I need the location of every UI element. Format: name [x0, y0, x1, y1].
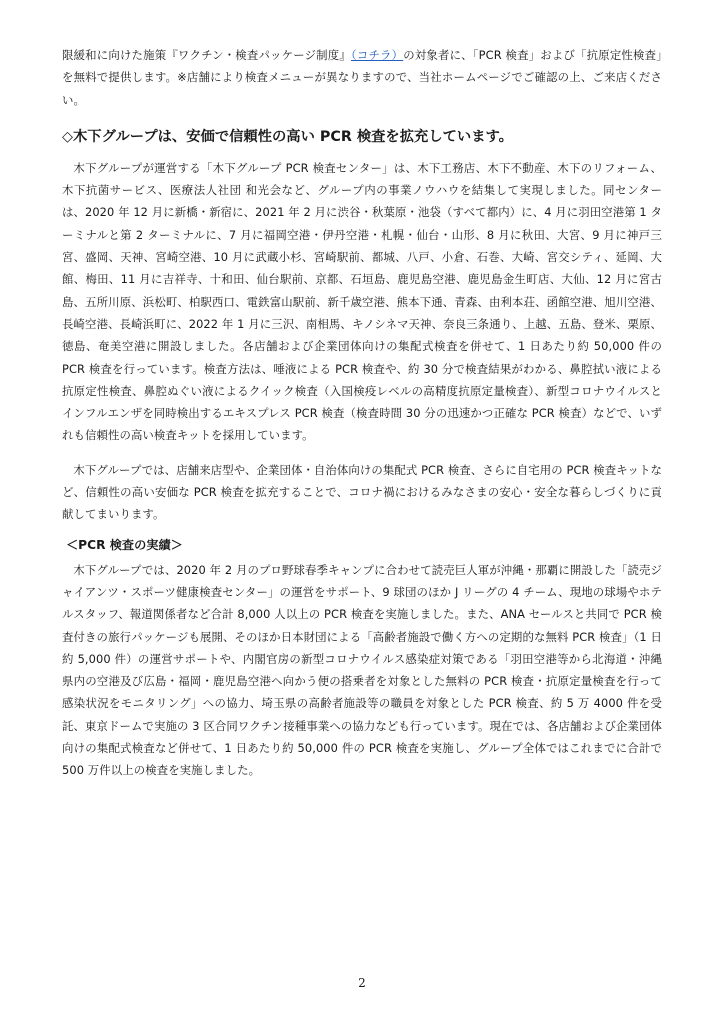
expansion-paragraph: 木下グループでは、店舗来店型や、企業団体・自治体向けの集配式 PCR 検査、さらに自宅用の PCR 検査キットなど、信頼性の高い安価な PCR 検査を拡充することで、コロナ禍におけるみなさまの安心・安全な暮らしづくりに貢献してまいります。	[62, 462, 662, 522]
pcr-record-paragraph: 木下グループでは、2020 年 2 月のプロ野球春季キャンプに合わせて読売巨人軍が沖縄・那覇に開設した「読売ジャイアンツ・スポーツ健康検査センター」の運営をサポート、9 球団のほか J リーグの 4 チーム、現地の球場やホテルスタッフ、報道関係者など合計 8,000 人以上の PCR 検査を実施しました。また、ANA セールスと共同で PCR 検査付きの旅行パッケージも展開、そのほか日本財団による「高齢者施設で働く方への定期的な無料 PCR 検査」（1 日約 5,000 件）の運営サポートや、内閣官房の新型コロナウイルス感染症対策である「羽田空港等から北海道・沖縄県内の空港及び広島・福岡・鹿児島空港へ向かう便の搭乗者を対象とした無料の PCR 検査・抗原定量検査を行って感染状況をモニタリング」への協力、埼玉県の高齢者施設等の職員を対象とした PCR 検査、約 5 万 4000 件を受託、東京ドームで実施の 3 区合同ワクチン接種事業への協力なども行っています。現在では、各店舗および企業団体向けの集配式検査など併せて、1 日あたり約 50,000 件の PCR 検査を実施し、グループ全体ではこれまでに合計で 500 万件以上の検査を実施しました。	[62, 562, 662, 778]
document-body	[62, 44, 662, 782]
intro-paragraph	[62, 44, 662, 111]
intro-text-before: 限緩和に向けた施策『ワクチン・検査パッケージ制度』	[62, 48, 351, 62]
pcr-record-heading: ＜PCR 検査の実績＞	[66, 537, 183, 552]
centers-paragraph: 木下グループが運営する「木下グループ PCR 検査センター」は、木下工務店、木下不動産、木下のリフォーム、木下抗菌サービス、医療法人社団 和光会など、グループ内の事業ノウハウを結集して実現しました。同センターは、2020 年 12 月に新橋・新宿に、2021 年 2 月に渋谷・秋葉原・池袋（すべて都内）に、4 月に羽田空港第 1 ターミナルと第 2 ターミナルに、7 月に福岡空港・伊丹空港・札幌・仙台・山形、8 月に秋田、大宮、9 月に神戸三宮、盛岡、天神、宮崎空港、10 月に武蔵小杉、宮崎駅前、都城、八戸、小倉、石巻、大崎、宮交シティ、延岡、大館、梅田、11 月に吉祥寺、十和田、仙台駅前、京都、石垣島、鹿児島空港、鹿児島金生町店、大仙、12 月に宮古島、五所川原、浜松町、柏駅西口、電鉄富山駅前、新千歳空港、熊本下通、青森、由利本荘、函館空港、旭川空港、長崎空港、長崎浜町に、2022 年 1 月に三沢、南相馬、キノシネマ天神、奈良三条通り、上越、五島、登米、栗原、徳島、奄美空港に開設しました。各店舗および企業団体向けの集配式検査を併せて、1 日あたり約 50,000 件の PCR 検査を行っています。検査方法は、唾液による PCR 検査や、約 30 分で検査結果がわかる、鼻腔拭い液による抗原定性検査、鼻腔ぬぐい液によるクイック検査（入国検疫レベルの高精度抗原定量検査）、新型コロナウイルスとインフルエンザを同時検出するエキスプレス PCR 検査（検査時間 30 分の迅速かつ正確な PCR 検査）などで、いずれも信頼性の高い検査キットを採用しています。	[62, 160, 662, 443]
kochira-link[interactable]: （コチラ）	[350, 48, 404, 62]
intro-text-after: の対象者に、「PCR 検査」および「抗原定性検査」を無料で提供します。※店舗により検査メニューが異なりますので、当社ホームページでご確認の上、ご来店ください。	[62, 48, 662, 107]
page-number: 2	[358, 976, 366, 990]
section-heading: ◇木下グループは、安価で信頼性の高い PCR 検査を拡充しています。	[62, 128, 513, 145]
